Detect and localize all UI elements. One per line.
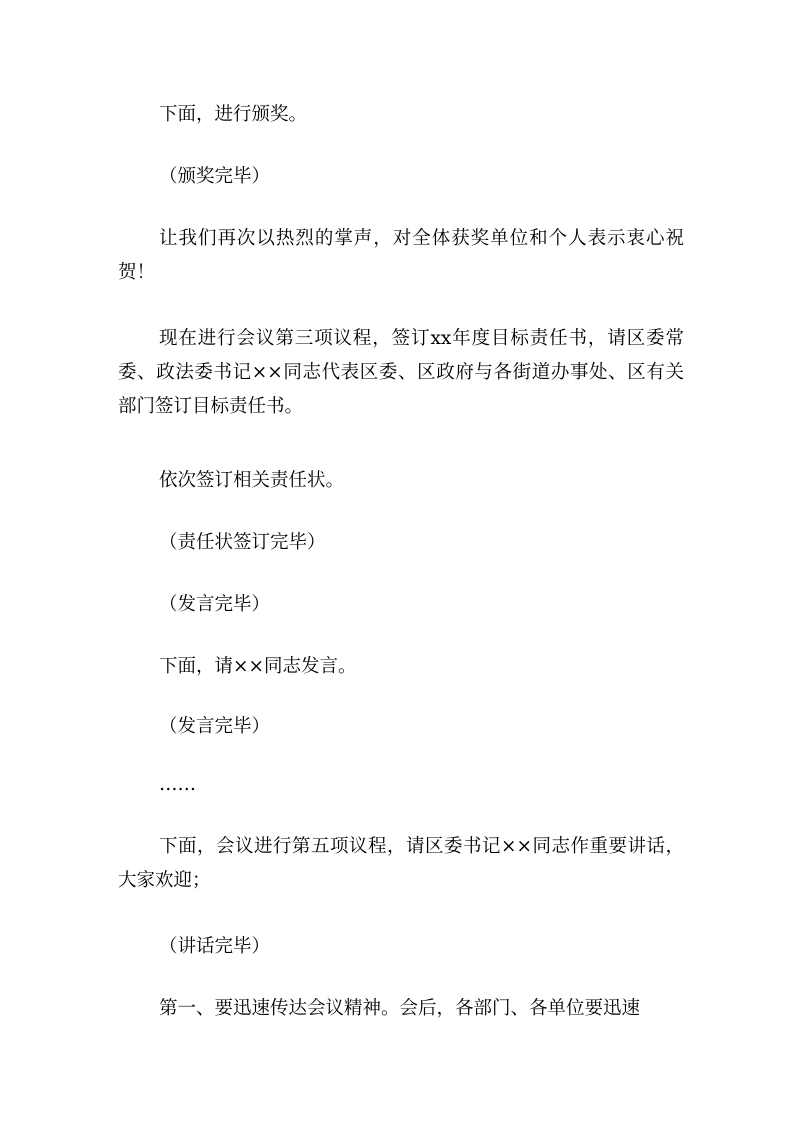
paragraph-applause: 让我们再次以热烈的掌声，对全体获奖单位和个人表示衷心祝贺！ bbox=[118, 228, 684, 283]
paragraph-speech-done-2: （发言完毕） bbox=[159, 716, 271, 737]
paragraph-third-agenda: 现在进行会议第三项议程，签订xx年度目标责任书，请区委常委、政法委书记××同志代表区委、区政府与各街道办事处、区有关部门签订目标责任书。 bbox=[118, 328, 684, 417]
paragraph-talk-done: （讲话完毕） bbox=[159, 936, 271, 957]
paragraph-speech-done-1: （发言完毕） bbox=[159, 594, 271, 615]
paragraph-invite-speech: 下面，请××同志发言。 bbox=[159, 656, 357, 677]
paragraph-ellipsis: …… bbox=[159, 774, 196, 795]
paragraph-first-point: 第一、要迅速传达会议精神。会后，各部门、各单位要迅速 bbox=[159, 998, 641, 1019]
paragraph-award-start: 下面，进行颁奖。 bbox=[159, 104, 308, 125]
paragraph-signing-done: （责任状签订完毕） bbox=[159, 532, 326, 553]
paragraph-fifth-agenda: 下面，会议进行第五项议程，请区委书记××同志作重要讲话，大家欢迎； bbox=[118, 836, 684, 891]
paragraph-sign-in-order: 依次签订相关责任状。 bbox=[159, 470, 345, 491]
paragraph-award-done: （颁奖完毕） bbox=[159, 166, 271, 187]
